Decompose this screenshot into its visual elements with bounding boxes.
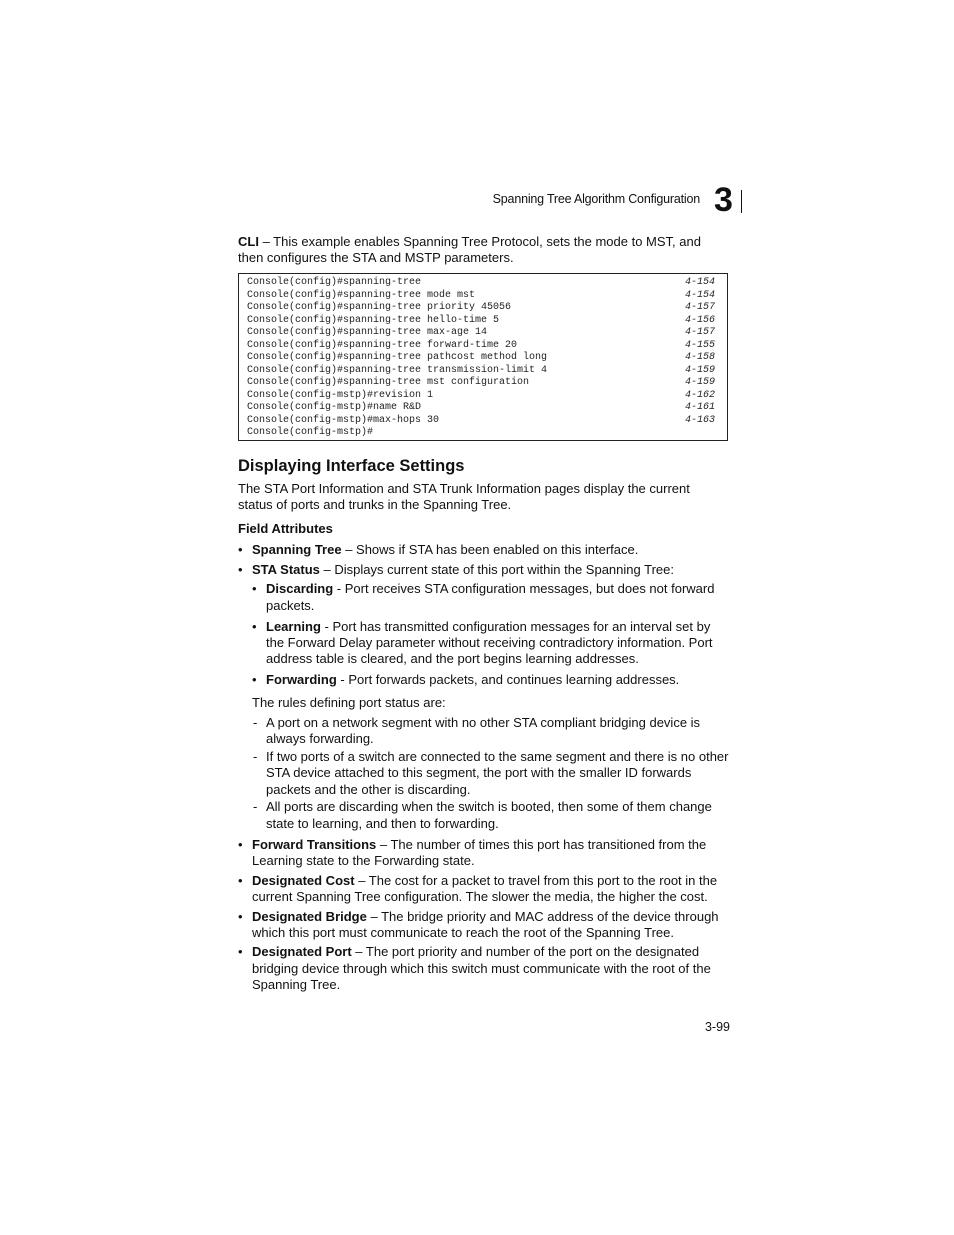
field-designated-port-cont: Spanning Tree. (252, 977, 341, 992)
field-term: STA Status (252, 562, 320, 577)
command-reference: 4-154 (684, 289, 715, 301)
state-learning-cont: the Forward Delay parameter without receiving contradictory information. Port (266, 635, 713, 650)
code-line: Console(config-mstp)#name R&D 4-161 (247, 402, 715, 413)
code-line: Console(config)#spanning-tree priority 45056 4-157 (247, 302, 715, 313)
field-forward-transitions: Forward Transitions – The number of times this port has transitioned from the (252, 837, 707, 852)
command-reference: 4-158 (684, 352, 715, 363)
field-attributes-heading: Field Attributes (238, 521, 333, 536)
field-term: Discarding (266, 581, 334, 596)
intro-line-2: then configures the STA and MSTP parameters. (238, 250, 514, 265)
field-designated-cost: Designated Cost – The cost for a packet to travel from this port to the root in the (252, 873, 718, 888)
field-term: Learning (266, 619, 321, 634)
bullet-marker: • (238, 542, 243, 557)
field-term: Forward Transitions (252, 837, 377, 852)
bullet-marker: • (252, 581, 257, 596)
state-discarding-cont: packets. (266, 597, 315, 613)
section-title: Displaying Interface Settings (238, 457, 465, 475)
bullet-marker: • (238, 944, 243, 959)
section-desc-line-2: status of ports and trunks in the Spanning Tree. (238, 497, 512, 512)
field-term: Designated Bridge (252, 909, 367, 924)
bullet-marker: • (238, 562, 243, 577)
command-reference: 4-159 (684, 364, 715, 376)
code-line: Console(config)#spanning-tree pathcost method long 4-158 (247, 352, 715, 363)
command-reference: 4-159 (684, 377, 715, 388)
code-line: Console(config-mstp)#max-hops 30 4-163 (247, 414, 715, 426)
dash-marker: - (253, 749, 258, 764)
code-line: Console(config)#spanning-tree mode mst 4-154 (247, 289, 715, 301)
rule-2-cont: STA device attached to this segment, the port with the smaller ID forwards (266, 765, 692, 780)
chapter-divider (741, 190, 742, 213)
rules-intro: The rules defining port status are: (252, 695, 446, 710)
field-forward-transitions-cont: Learning state to the Forwarding state. (252, 853, 475, 868)
bullet-marker: • (252, 619, 257, 634)
field-term: Designated Port (252, 944, 352, 959)
bullet-marker: • (238, 837, 243, 852)
code-line: Console(config)#spanning-tree 4-154 (247, 277, 715, 288)
field-term: Designated Cost (252, 873, 355, 888)
running-header: Spanning Tree Algorithm Configuration (492, 192, 700, 206)
field-term: Forwarding (266, 672, 337, 687)
code-line: Console(config)#spanning-tree max-age 14 4-157 (247, 327, 715, 338)
dash-marker: - (253, 715, 258, 730)
cli-example-box (238, 273, 728, 441)
command-reference: 4-162 (684, 389, 715, 401)
intro-line-1: CLI – This example enables Spanning Tree Protocol, sets the mode to MST, and (238, 234, 701, 249)
bullet-marker: • (238, 873, 243, 888)
command-reference: 4-161 (684, 402, 715, 413)
bullet-marker: • (238, 909, 243, 924)
command-reference: 4-157 (684, 327, 715, 338)
code-line: Console(config-mstp)#revision 1 4-162 (247, 389, 715, 401)
code-line: Console(config)#spanning-tree mst configuration 4-159 (247, 377, 715, 388)
code-line: Console(config)#spanning-tree forward-time 20 4-155 (247, 339, 715, 351)
rule-1-cont: always forwarding. (266, 731, 374, 746)
code-line: Console(config-mstp)# (247, 427, 374, 438)
field-term: Spanning Tree (252, 542, 342, 557)
field-designated-port: Designated Port – The port priority and number of the port on the designated (252, 944, 700, 959)
cli-label: CLI (238, 234, 259, 249)
rule-1: A port on a network segment with no other STA compliant bridging device is (266, 715, 701, 730)
code-line: Console(config)#spanning-tree hello-time 5 4-156 (247, 314, 715, 326)
section-desc-line-1: The STA Port Information and STA Trunk Information pages display the current (238, 481, 690, 496)
field-designated-bridge-cont: which this port must communicate to reach the root of the Spanning Tree. (252, 925, 674, 940)
dash-marker: - (253, 799, 258, 814)
state-discarding: Discarding - Port receives STA configuration messages, but does not forward (266, 581, 715, 596)
state-forwarding: Forwarding - Port forwards packets, and continues learning addresses. (266, 672, 680, 687)
field-sta-status: STA Status – Displays current state of this port within the Spanning Tree: (252, 562, 674, 577)
rule-2-cont: packets and the other is discarding. (266, 782, 471, 797)
field-spanning-tree: Spanning Tree – Shows if STA has been enabled on this interface. (252, 542, 639, 557)
bullet-marker: • (252, 672, 257, 687)
code-line: Console(config)#spanning-tree transmission-limit 4 4-159 (247, 364, 715, 376)
rule-2: If two ports of a switch are connected to the same segment and there is no other (266, 749, 729, 764)
chapter-number: 3 (714, 181, 732, 219)
state-learning-cont: address table is cleared, and the port begins learning addresses. (266, 651, 639, 666)
field-designated-cost-cont: current Spanning Tree configuration. The slower the media, the higher the cost. (252, 889, 708, 904)
command-reference: 4-157 (684, 302, 715, 313)
rule-3: All ports are discarding when the switch is booted, then some of them change (266, 799, 712, 814)
field-designated-bridge: Designated Bridge – The bridge priority and MAC address of the device through (252, 909, 719, 924)
rule-3-cont: state to learning, and then to forwarding. (266, 816, 499, 831)
command-reference: 4-155 (684, 339, 715, 351)
state-learning: Learning - Port has transmitted configuration messages for an interval set by (266, 619, 711, 634)
page-number: 3-99 (704, 1020, 730, 1034)
command-reference: 4-163 (684, 414, 715, 426)
command-reference: 4-156 (684, 314, 715, 326)
field-designated-port-cont: bridging device through which this switch must communicate with the root of the (252, 961, 711, 976)
command-reference: 4-154 (684, 277, 715, 288)
